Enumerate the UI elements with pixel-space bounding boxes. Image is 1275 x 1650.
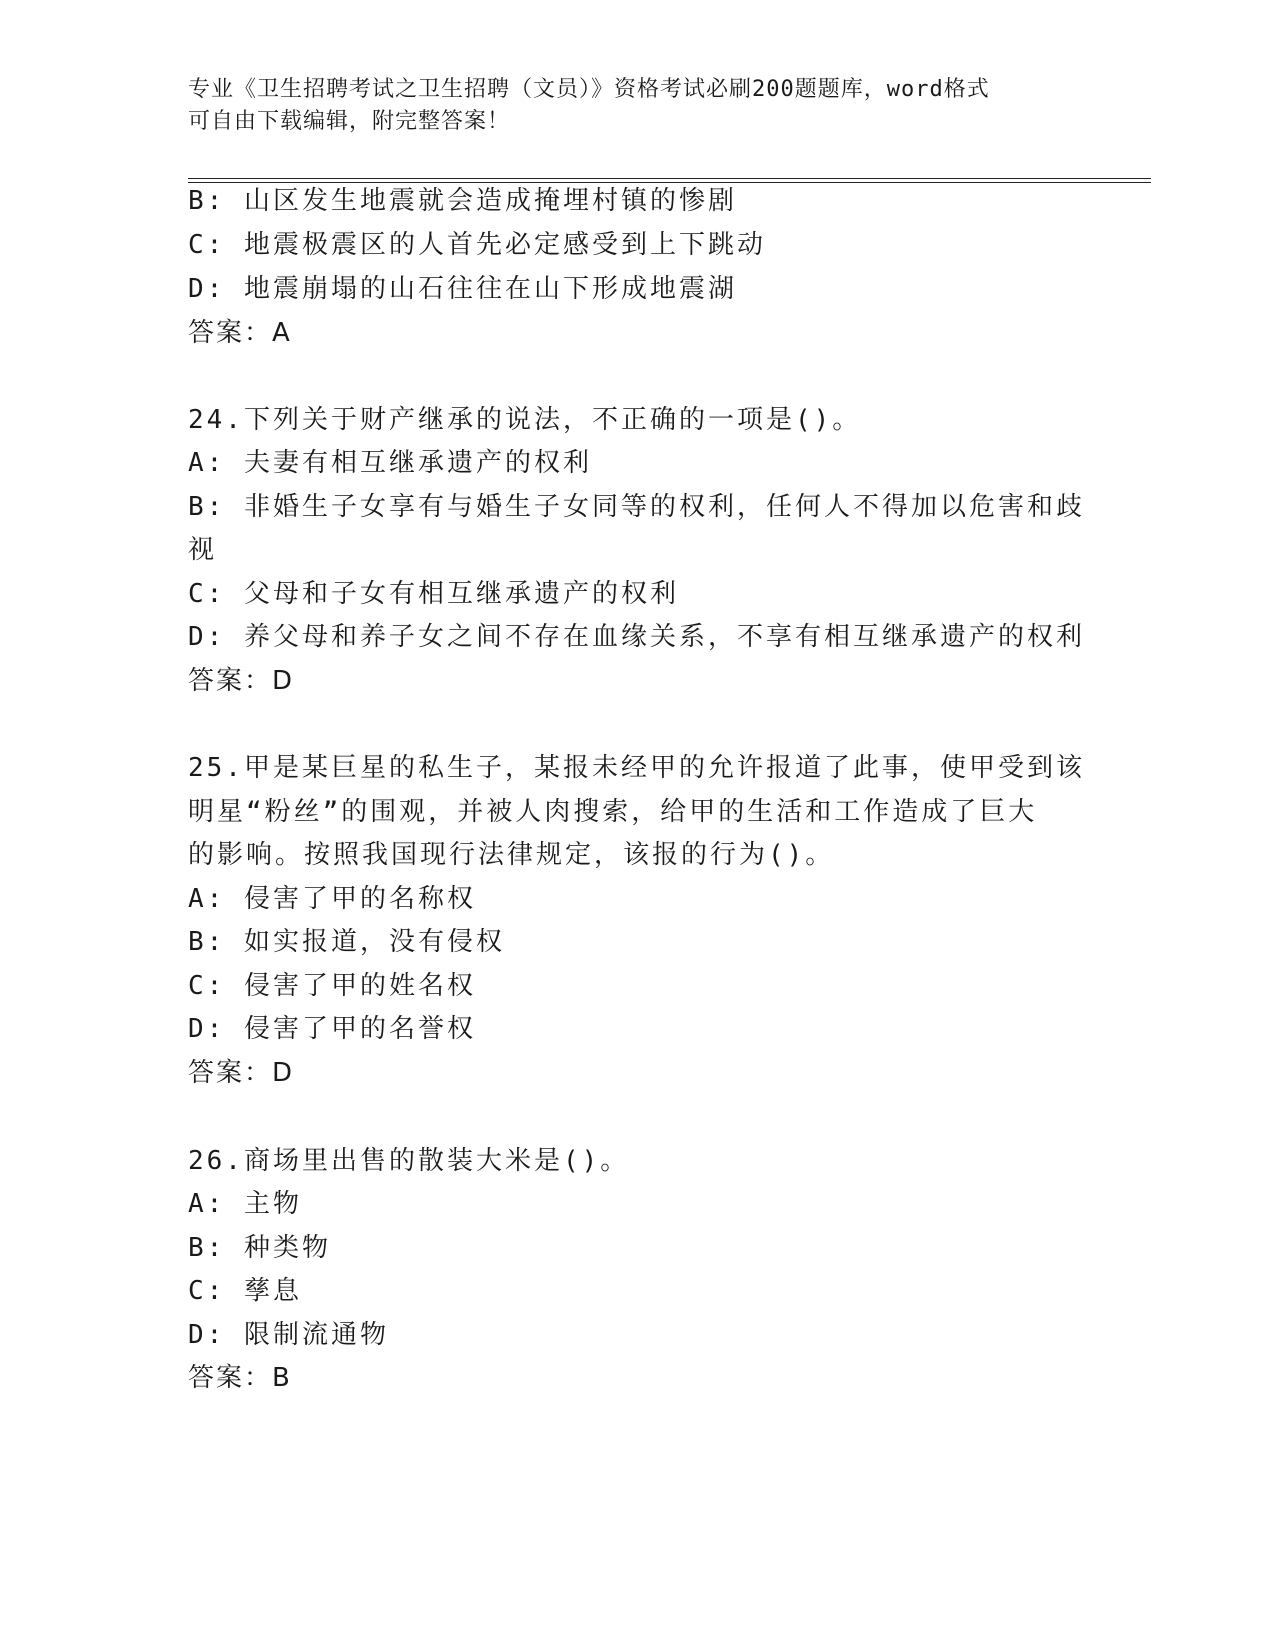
q24-question: 24.下列关于财产继承的说法，不正确的一项是()。 <box>188 405 862 435</box>
q24-option-c: C: 父母和子女有相互继承遗产的权利 <box>188 579 679 609</box>
q26-option-a: A: 主物 <box>188 1189 302 1219</box>
q23-answer: 答案：A <box>188 318 292 348</box>
q23-option-c: C: 地震极震区的人首先必定感受到上下跳动 <box>188 230 766 260</box>
header-title-line-1: 专业《卫生招聘考试之卫生招聘（文员）》资格考试必刷200题题库，word格式 <box>188 77 990 102</box>
q25-option-d: D: 侵害了甲的名誉权 <box>188 1014 476 1044</box>
q26-question: 26.商场里出售的散装大米是()。 <box>188 1146 630 1176</box>
q24-option-d: D: 养父母和养子女之间不存在血缘关系，不享有相互继承遗产的权利 <box>188 622 1085 652</box>
q25-question-line-2: 明星“粉丝”的围观，并被人肉搜索，给甲的生活和工作造成了巨大 <box>188 797 1038 827</box>
q24-option-b-line-2: 视 <box>188 535 218 565</box>
q23-option-b: B: 山区发生地震就会造成掩埋村镇的惨剧 <box>188 186 737 216</box>
q25-option-c: C: 侵害了甲的姓名权 <box>188 971 476 1001</box>
q26-option-c: C: 孳息 <box>188 1276 302 1306</box>
q25-option-a: A: 侵害了甲的名称权 <box>188 884 476 914</box>
q25-option-b: B: 如实报道，没有侵权 <box>188 927 505 957</box>
q25-question-line-1: 25.甲是某巨星的私生子，某报未经甲的允许报道了此事，使甲受到该 <box>188 753 1085 783</box>
q26-option-d: D: 限制流通物 <box>188 1320 389 1350</box>
q25-answer: 答案：D <box>188 1058 295 1088</box>
header-title-line-2: 可自由下载编辑，附完整答案！ <box>188 109 511 134</box>
q25-question-line-3: 的影响。按照我国现行法律规定，该报的行为()。 <box>188 840 835 870</box>
q26-option-b: B: 种类物 <box>188 1233 331 1263</box>
document-header <box>188 74 1088 138</box>
q24-option-b-line-1: B: 非婚生子女享有与婚生子女同等的权利，任何人不得加以危害和歧 <box>188 492 1085 522</box>
q24-option-a: A: 夫妻有相互继承遗产的权利 <box>188 448 592 478</box>
q26-answer: 答案：B <box>188 1363 292 1393</box>
header-divider <box>188 178 1151 183</box>
q24-answer: 答案：D <box>188 666 295 696</box>
q23-option-d: D: 地震崩塌的山石往往在山下形成地震湖 <box>188 274 737 304</box>
